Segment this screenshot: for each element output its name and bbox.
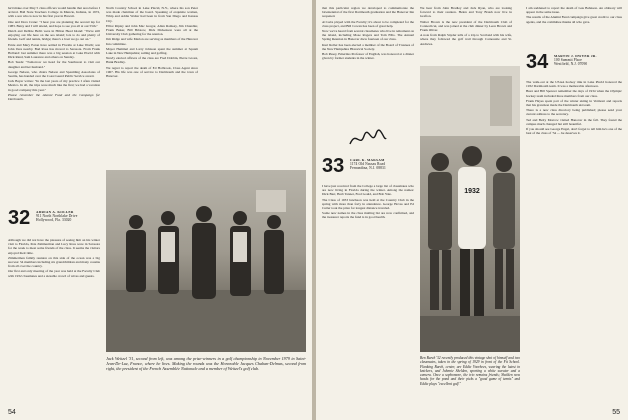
paragraph: Jack Bayer writes: "In the last years of my practice I often visited Mexico. In all, the trips were much like the first; we had a vacation in good company this year.": [8, 79, 100, 92]
street: 100 Summit Place: [554, 58, 582, 63]
city: Fernandina, N.J. 08831: [350, 166, 386, 171]
golf-photo-caption: Jack Weitzel '31, second from left, was among the prize-winners in a golf championship in November 1979 in Saint-Jean-De-Luz, France, where he lives. Making the rounds was the Honorable Jacques Chaban-Delmas, second from right, the president of the French Assemblée Nationale and a member of Weitzel's golf club.: [106, 356, 306, 371]
paragraph: Al Lubs played with the Faculty; it's about to be completed for the class project, and Bill Cowan has been of great help.: [322, 19, 414, 28]
golf-photo: [106, 170, 306, 352]
paragraph: Walter Brown is the new president of the Dartmouth Club of Connecticut, and was joined at the club dinner by Leon Brown and Frank Oliver.: [420, 19, 512, 33]
paragraph: I have just received from the College a large list of classmates who are now living in Florida during the winter. Among the names: Dick Barr, Herb Tanner, Fred Gould, and Bob Yale.: [322, 184, 414, 197]
secretary-name: ADRIAN A. KOLLER: [36, 210, 74, 214]
classmates-illustration: [420, 66, 520, 352]
right-column-2: [420, 6, 512, 64]
left-column-1-bottom: [8, 238, 100, 404]
paragraph: Jim Ridge and wife Marion are serving as members of the Hanover Inn committee.: [106, 37, 198, 46]
paragraph: George Nelson, who chairs Nelson and Spaulding Associates of Seattle, has handed over the Coast Guard Public Service award.: [8, 69, 100, 79]
paragraph: We hear from John Bradley and Jack Ryan, who are looking forward to their reunion. Helen and Tony Brush now live in Grafton.: [420, 6, 512, 19]
paragraph: that this particular region we developed to commemorate the bicentennial of the first Dartmouth graduation and the Hanover Inn reopened.: [322, 6, 414, 19]
paragraph: A note from Ralph Snyder tells of a trip to Scotland with his wife, where they followed the golf trail through Carnoustie and St. Andrews.: [420, 33, 512, 46]
page-number: 55: [612, 409, 620, 416]
city: Westfield, N.J. 07090: [554, 62, 588, 67]
paragraph: Our first and only meeting of the year was held at the Faculty Club with 1932 classmates and a sizeable crowd of wives and guests.: [8, 269, 100, 278]
paragraph: Although we did not have the pleasure of seeing him on his winter visit to Florida, Pete Zimmerman and Lucy Ross were in Sarasota for the week to meet some friends of the class. It seems the visitors enjoyed their time.: [8, 238, 100, 255]
right-column-1: [322, 6, 414, 124]
appeal-note: Please remember the Alumni Fund and the Campaign for Dartmouth.: [8, 92, 100, 102]
paragraph: Bob Pusey, Emeritus Professor of English, was honored at a dinner given by former students in the winter.: [322, 52, 414, 61]
class-number: 34: [526, 51, 549, 73]
paragraph: One and Dora Crane: "I hear you are planning the second lap for 1983. Betsy and I will attend, and hope to see you all at our 55th.": [8, 19, 100, 28]
class-heading-34: [526, 50, 622, 76]
signature-mark: [348, 128, 388, 150]
secretary-name: MARTIN J. DWYER JR.: [554, 54, 597, 58]
class-heading-33: [322, 154, 414, 180]
paragraph: Frank Hayes spent part of the winter skiing in Vermont and reports that his grandson made the Dartmouth ski team.: [526, 98, 622, 108]
paragraph: Bob Teeds: "Tomorrow we head for the Southwest to visit our daughter and her husband.": [8, 60, 100, 69]
paragraph: Now we've heard from several classmates who live in retirement on the island, including Mose Rogers and Tom Ellis. The Annual Spring Reunion in Hanover drew fourteen of our class.: [322, 29, 414, 42]
right-column-3: [526, 6, 622, 46]
paragraph: There is a new class directory being published; please send your current address to the secretary.: [526, 108, 622, 117]
class-secretary-address: [350, 158, 386, 171]
paragraph: Ernie and Mary Eaton have settled in Florida at Lake Worth; son John lives nearby. Bud Ross has moved to Sarasota. From Frank Holland: last summer there was a big session at Lake Placid with Dick Rand, Sam Laurence and others on Sunday.: [8, 42, 100, 60]
class-secretary-address: [36, 210, 77, 223]
paragraph: Dutch and Debbie Hebb were in Hilton Head Island: "We're still enjoying our life here on the sea island; lots to do and plenty of friends. Golf and tennis, bridge; there's a boat we go out on.": [8, 29, 100, 42]
paragraph: I am saddened to report the death of Gus Bahnson. An obituary will appear in the same issue.: [526, 6, 622, 15]
right-page: [316, 0, 628, 420]
paragraph: The Class of 1933 luncheon was held at the Country Club in the spring with more than forty in attendance. George Hovas and Ed Cutler took the prize for longest distance traveled.: [322, 197, 414, 211]
paragraph: Buzz and Bill Spencer remember the days of 1934 when the Olympic hockey team included three members from our class.: [526, 89, 622, 98]
left-page: [0, 0, 312, 420]
street: 911 North Northlake Drive: [36, 214, 78, 219]
page-number: 54: [8, 409, 16, 416]
classmates-photo-caption: Ben Burch '32 recently produced this vintage shot of himself and two classmates, taken in the spring of 1929 in front of the Fit School. Flanking Burch, center, are Eddie Voorhees, wearing the latest in knickers, and Johnnie Shelden, sporting a white sweater and a camera. Once a sophomore, the trio remains friends; Shelden now heads for the pond and their picks a "good game of tennis" and Eddie plays "excellent golf.": [420, 356, 520, 386]
class-heading-32: [8, 206, 100, 232]
class-number: 32: [8, 207, 31, 229]
left-column-2: [106, 6, 198, 166]
street: 1174 Old Nassau Road: [350, 162, 386, 167]
paragraph: The results of the Alumni Fund campaign give great credit to our class agents, and the committee thanks all who gave.: [526, 15, 622, 24]
paragraph: The walk-out at the USAA hockey rink in Lake Placid honored the 1932 Dartmouth team. It was a memorable afternoon.: [526, 80, 622, 89]
classmates-photo: [420, 66, 520, 352]
paragraph: he'd make over May 5 class officers would handle that area before I arrived. Ball State Teachers College in Muncie, Indiana, in 1972, with a son who is now in his first year in Hawaii.: [8, 6, 100, 19]
paragraph: Newly elected officers of the class are Fred Dobbin, Pierre Groux, Hank Bradley.: [106, 56, 198, 65]
paragraph: If you should see George Engel, don't forget to tell him he's one of the best of the class of '34 — he deserves it.: [526, 127, 622, 136]
paragraph: Zimmerman family reunion on this side of the ocean was a big success: 54 members including six grandchildren and many cousins from all over the country.: [8, 255, 100, 269]
paragraph: Elliot Ripley and John Mac Gregor, Allen Ramsay, Jim Chandler, Frank Baker, Bill Bristow, Dick Dickenson were all at the University Club gathering for the reunion.: [106, 23, 198, 37]
paragraph: Kurt Roller has been elected a member of the Board of Trustees of the New Hampshire Historical Society.: [322, 42, 414, 51]
city: Hollywood, Fla. 33020: [36, 218, 72, 223]
class-number: 33: [322, 155, 345, 177]
class-secretary-address: [554, 54, 597, 67]
golfers-illustration: [106, 170, 306, 352]
paragraph: Ted and Betty Morrow visited Hanover in the fall. They found the campus much changed but still beautiful.: [526, 117, 622, 126]
paragraph: Mayer Hemmel and Larry Johnson spent the summer at Squam Lake in New Hampshire; sailing and golfing.: [106, 46, 198, 56]
paragraph: North Country School in Lake Placid, N.Y., where his son Peter was made chairman of the board. Speaking of exquisite women, Whip and Addie Walter had been in from San Diego and Kansas City.: [106, 6, 198, 23]
secretary-name: CARL K. MAKSAM: [350, 158, 385, 162]
paragraph: Some new names in the class mailing list are now confirmed, and the treasurer reports the fund is in good health.: [322, 211, 414, 220]
right-column-1-bottom: [322, 184, 414, 406]
paragraph: We regret to report the death of Ed Holbrook, Class Agent since 1967. His life was one of service to Dartmouth and the town of Hanover.: [106, 65, 198, 79]
left-column-1: [8, 6, 100, 146]
right-column-3-bottom: [526, 80, 622, 406]
jersey-number: 1932: [464, 188, 480, 195]
